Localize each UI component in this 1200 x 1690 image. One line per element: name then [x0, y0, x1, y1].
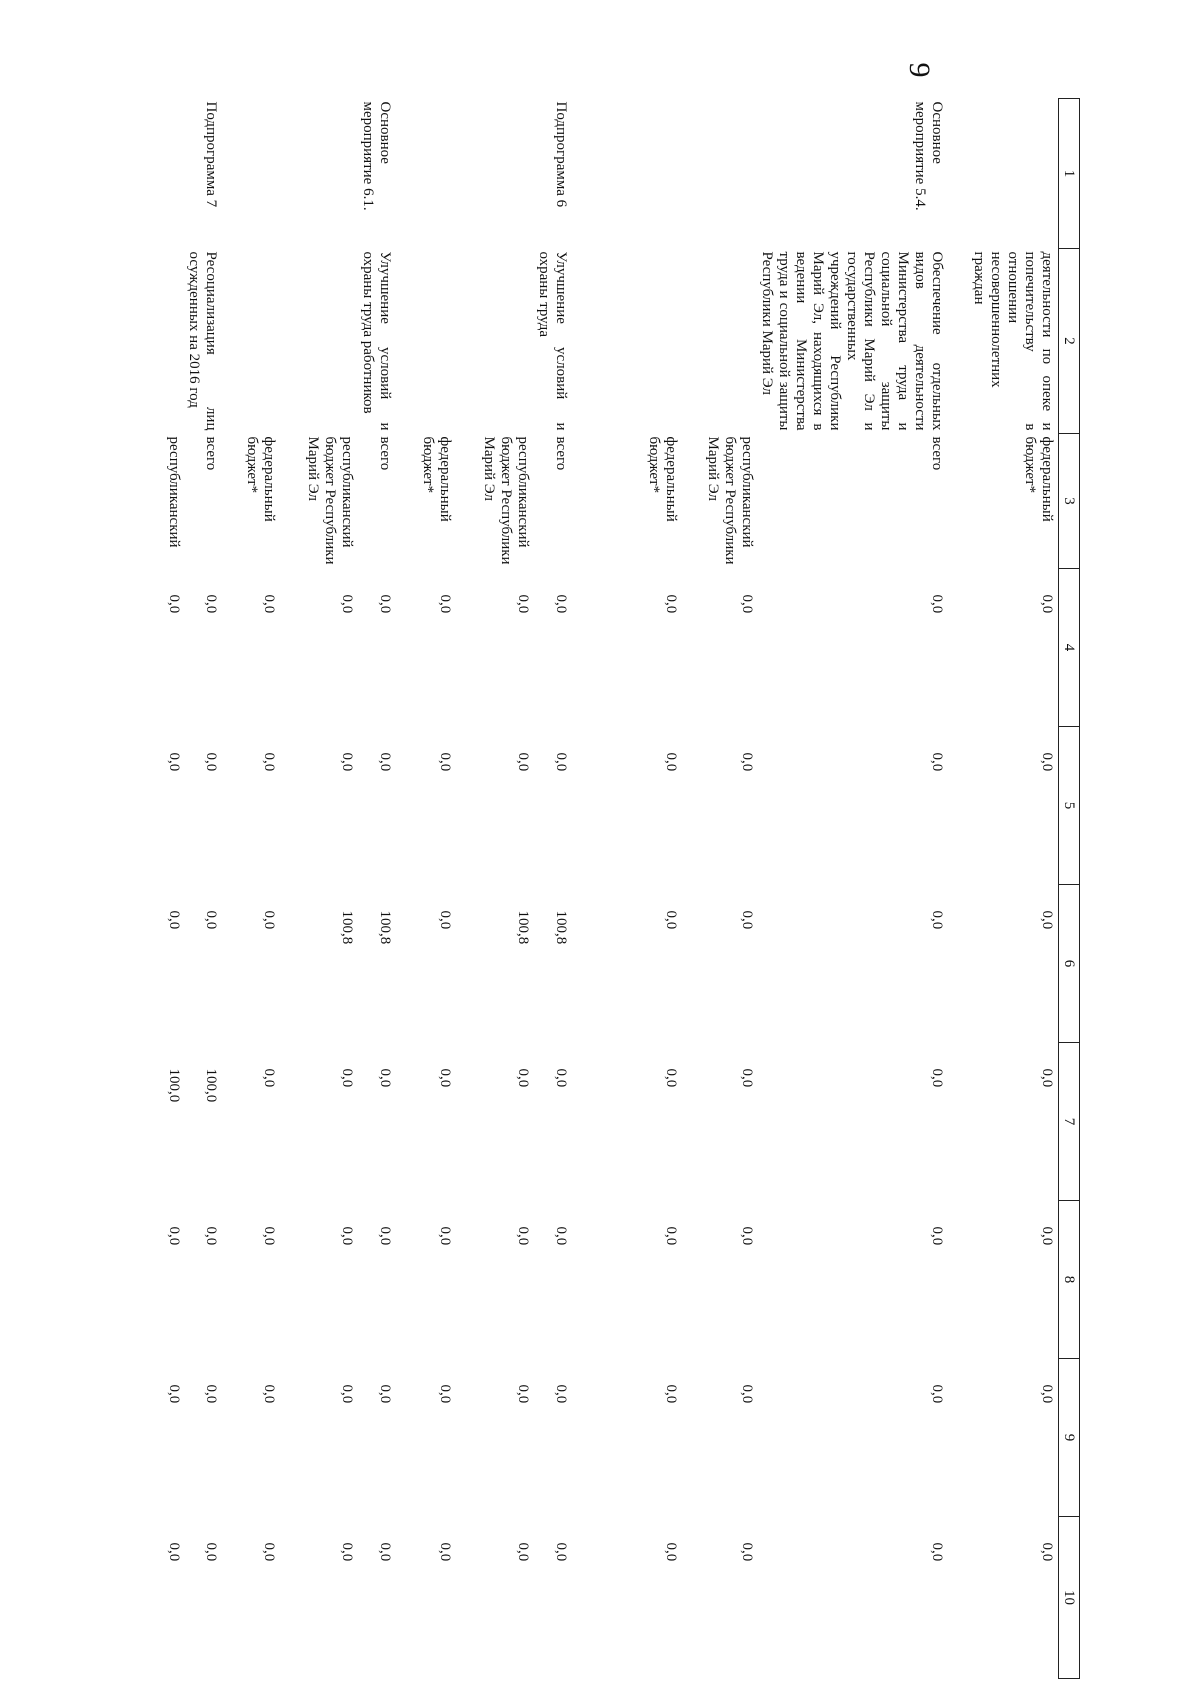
cell-value: 0,0 [166, 1384, 183, 1404]
cell-value: 0,0 [339, 1384, 356, 1404]
cell-funding-source: федеральный бюджет* [646, 436, 680, 522]
cell-program-code [281, 99, 359, 249]
cell-value: 0,0 [437, 1068, 454, 1088]
table-row [397, 99, 457, 1679]
cell-program-code [573, 99, 683, 249]
cell-value: 0,0 [437, 1384, 454, 1404]
cell-program-name: Улучшение условий и охраны труда работников [360, 251, 394, 431]
cell-value: 0,0 [437, 1542, 454, 1562]
cell-program-name [156, 249, 186, 434]
table-row [223, 99, 281, 1679]
cell-funding-source: всего [377, 436, 394, 471]
cell-value: 0,0 [739, 1068, 756, 1088]
cell-value: 0,0 [166, 910, 183, 930]
cell-value: 0,0 [929, 752, 946, 772]
cell-value: 0,0 [663, 1068, 680, 1088]
cell-value: 0,0 [1039, 1068, 1055, 1088]
cell-value: 0,0 [553, 1542, 570, 1562]
cell-value: 0,0 [203, 1226, 220, 1246]
cell-value: 0,0 [663, 910, 680, 930]
table-row [535, 99, 573, 1679]
cell-value: 0,0 [929, 594, 946, 614]
cell-value: 0,0 [739, 910, 756, 930]
cell-value: 100,0 [203, 1068, 220, 1103]
table-row [359, 99, 397, 1679]
cell-funding-source: всего [203, 436, 220, 471]
cell-program-code [949, 99, 1059, 249]
cell-value: 0,0 [437, 910, 454, 930]
cell-value: 0,0 [1039, 594, 1055, 614]
cell-value: 0,0 [663, 1226, 680, 1246]
cell-value: 0,0 [929, 1068, 946, 1088]
table-row [186, 99, 223, 1679]
cell-value: 0,0 [515, 1542, 532, 1562]
cell-value: 0,0 [663, 1542, 680, 1562]
cell-value: 0,0 [166, 1226, 183, 1246]
cell-program-code: Подпрограмма 7 [203, 101, 220, 208]
cell-funding-source: республиканский бюджет Республики Марий Эл [305, 436, 356, 565]
cell-value: 0,0 [377, 1384, 394, 1404]
cell-value: 100,0 [166, 1068, 183, 1103]
cell-program-name [397, 249, 457, 434]
cell-value: 0,0 [377, 594, 394, 614]
cell-value: 0,0 [261, 1068, 278, 1088]
cell-value: 0,0 [1039, 1542, 1055, 1562]
cell-value: 100,8 [377, 910, 394, 945]
col-header-9: 9 [1059, 1359, 1080, 1517]
cell-value: 0,0 [203, 594, 220, 614]
table-row [281, 99, 359, 1679]
cell-value: 0,0 [515, 594, 532, 614]
cell-value: 0,0 [929, 1384, 946, 1404]
cell-value: 0,0 [339, 1542, 356, 1562]
cell-value: 0,0 [339, 594, 356, 614]
col-header-7: 7 [1059, 1043, 1080, 1201]
budget-table-rotated [166, 98, 1080, 1678]
cell-value: 0,0 [739, 1384, 756, 1404]
cell-value: 0,0 [553, 594, 570, 614]
cell-program-name [683, 249, 759, 434]
table-row [573, 99, 683, 1679]
cell-value: 0,0 [929, 1542, 946, 1562]
table-row [457, 99, 535, 1679]
cell-value: 0,0 [1039, 1226, 1055, 1246]
cell-value: 0,0 [377, 1226, 394, 1246]
cell-program-name [223, 249, 281, 434]
cell-value: 0,0 [663, 594, 680, 614]
cell-value: 0,0 [203, 1542, 220, 1562]
col-header-5: 5 [1059, 727, 1080, 885]
cell-program-code [223, 99, 281, 249]
cell-program-code [683, 99, 759, 249]
cell-value: 0,0 [515, 752, 532, 772]
cell-funding-source: федеральный бюджет* [244, 436, 278, 522]
cell-value: 0,0 [553, 1226, 570, 1246]
cell-value: 0,0 [339, 1226, 356, 1246]
cell-value: 100,8 [553, 910, 570, 945]
cell-program-code [156, 99, 186, 249]
cell-value: 0,0 [739, 752, 756, 772]
col-header-2: 2 [1059, 249, 1080, 434]
budget-table [156, 98, 1081, 1679]
cell-value: 0,0 [261, 910, 278, 930]
cell-value: 0,0 [377, 1068, 394, 1088]
cell-value: 0,0 [515, 1226, 532, 1246]
cell-program-name [573, 249, 683, 434]
cell-program-name [281, 249, 359, 434]
header-row [1059, 99, 1080, 1679]
cell-value: 0,0 [437, 594, 454, 614]
cell-program-code: Подпрограмма 6 [553, 101, 570, 208]
cell-program-name: Обеспечение отдельных видов деятельности Министерства труда и социальной защиты Республики Марий Эл и государственных учреждений Республики Марий Эл, находящихся в ведении Министерства труда и социальной защиты Республики Марий Эл [759, 251, 946, 431]
cell-value: 0,0 [739, 1542, 756, 1562]
cell-value: 0,0 [261, 1542, 278, 1562]
page-number: 9 [903, 62, 936, 78]
cell-funding-source: республиканский [166, 436, 183, 548]
cell-value: 0,0 [739, 594, 756, 614]
cell-value: 0,0 [663, 752, 680, 772]
col-header-3: 3 [1059, 434, 1080, 569]
table-row [759, 99, 949, 1679]
cell-value: 0,0 [553, 752, 570, 772]
cell-value: 100,8 [339, 910, 356, 945]
cell-funding-source: республиканский бюджет Республики Марий Эл [481, 436, 532, 565]
cell-program-code: Основное мероприятие 5.4. [912, 101, 946, 211]
cell-value: 0,0 [553, 1384, 570, 1404]
cell-value: 0,0 [1039, 752, 1055, 772]
cell-value: 0,0 [929, 1226, 946, 1246]
cell-value: 0,0 [739, 1226, 756, 1246]
cell-value: 0,0 [261, 594, 278, 614]
cell-value: 0,0 [1039, 910, 1055, 930]
cell-value: 0,0 [203, 910, 220, 930]
cell-value: 0,0 [1039, 1384, 1055, 1404]
col-header-10: 10 [1059, 1517, 1080, 1679]
cell-value: 0,0 [553, 1068, 570, 1088]
cell-program-name: Улучшение условий и охраны труда [536, 251, 570, 431]
cell-funding-source: всего [553, 436, 570, 471]
cell-program-code [457, 99, 535, 249]
cell-value: 0,0 [339, 752, 356, 772]
cell-value: 0,0 [166, 594, 183, 614]
cell-program-code: Основное мероприятие 6.1. [360, 101, 394, 211]
cell-program-name: Ресоциализация лиц осужденных на 2016 год [186, 251, 220, 431]
cell-value: 0,0 [437, 1226, 454, 1246]
col-header-6: 6 [1059, 885, 1080, 1043]
cell-funding-source: федеральный бюджет* [1022, 436, 1055, 522]
cell-value: 0,0 [261, 1384, 278, 1404]
cell-value: 0,0 [515, 1384, 532, 1404]
cell-value: 0,0 [261, 752, 278, 772]
cell-value: 0,0 [377, 1542, 394, 1562]
cell-value: 0,0 [377, 752, 394, 772]
col-header-4: 4 [1059, 569, 1080, 727]
cell-value: 0,0 [929, 910, 946, 930]
cell-value: 0,0 [663, 1384, 680, 1404]
cell-value: 0,0 [166, 752, 183, 772]
col-header-8: 8 [1059, 1201, 1080, 1359]
col-header-1: 1 [1059, 99, 1080, 249]
cell-program-name [457, 249, 535, 434]
cell-program-name: деятельности по опеке и попечительству в отношении несовершеннолетних граждан [971, 251, 1055, 431]
table-row [156, 99, 186, 1679]
table-row [949, 99, 1059, 1679]
cell-value: 0,0 [166, 1542, 183, 1562]
table-row [683, 99, 759, 1679]
cell-funding-source: всего [929, 436, 946, 471]
cell-value: 0,0 [515, 1068, 532, 1088]
cell-funding-source: федеральный бюджет* [420, 436, 454, 522]
cell-program-code [397, 99, 457, 249]
cell-value: 0,0 [261, 1226, 278, 1246]
cell-value: 0,0 [203, 1384, 220, 1404]
cell-value: 0,0 [203, 752, 220, 772]
cell-value: 0,0 [339, 1068, 356, 1088]
cell-funding-source: республиканский бюджет Республики Марий Эл [705, 436, 756, 565]
cell-value: 100,8 [515, 910, 532, 945]
cell-value: 0,0 [437, 752, 454, 772]
